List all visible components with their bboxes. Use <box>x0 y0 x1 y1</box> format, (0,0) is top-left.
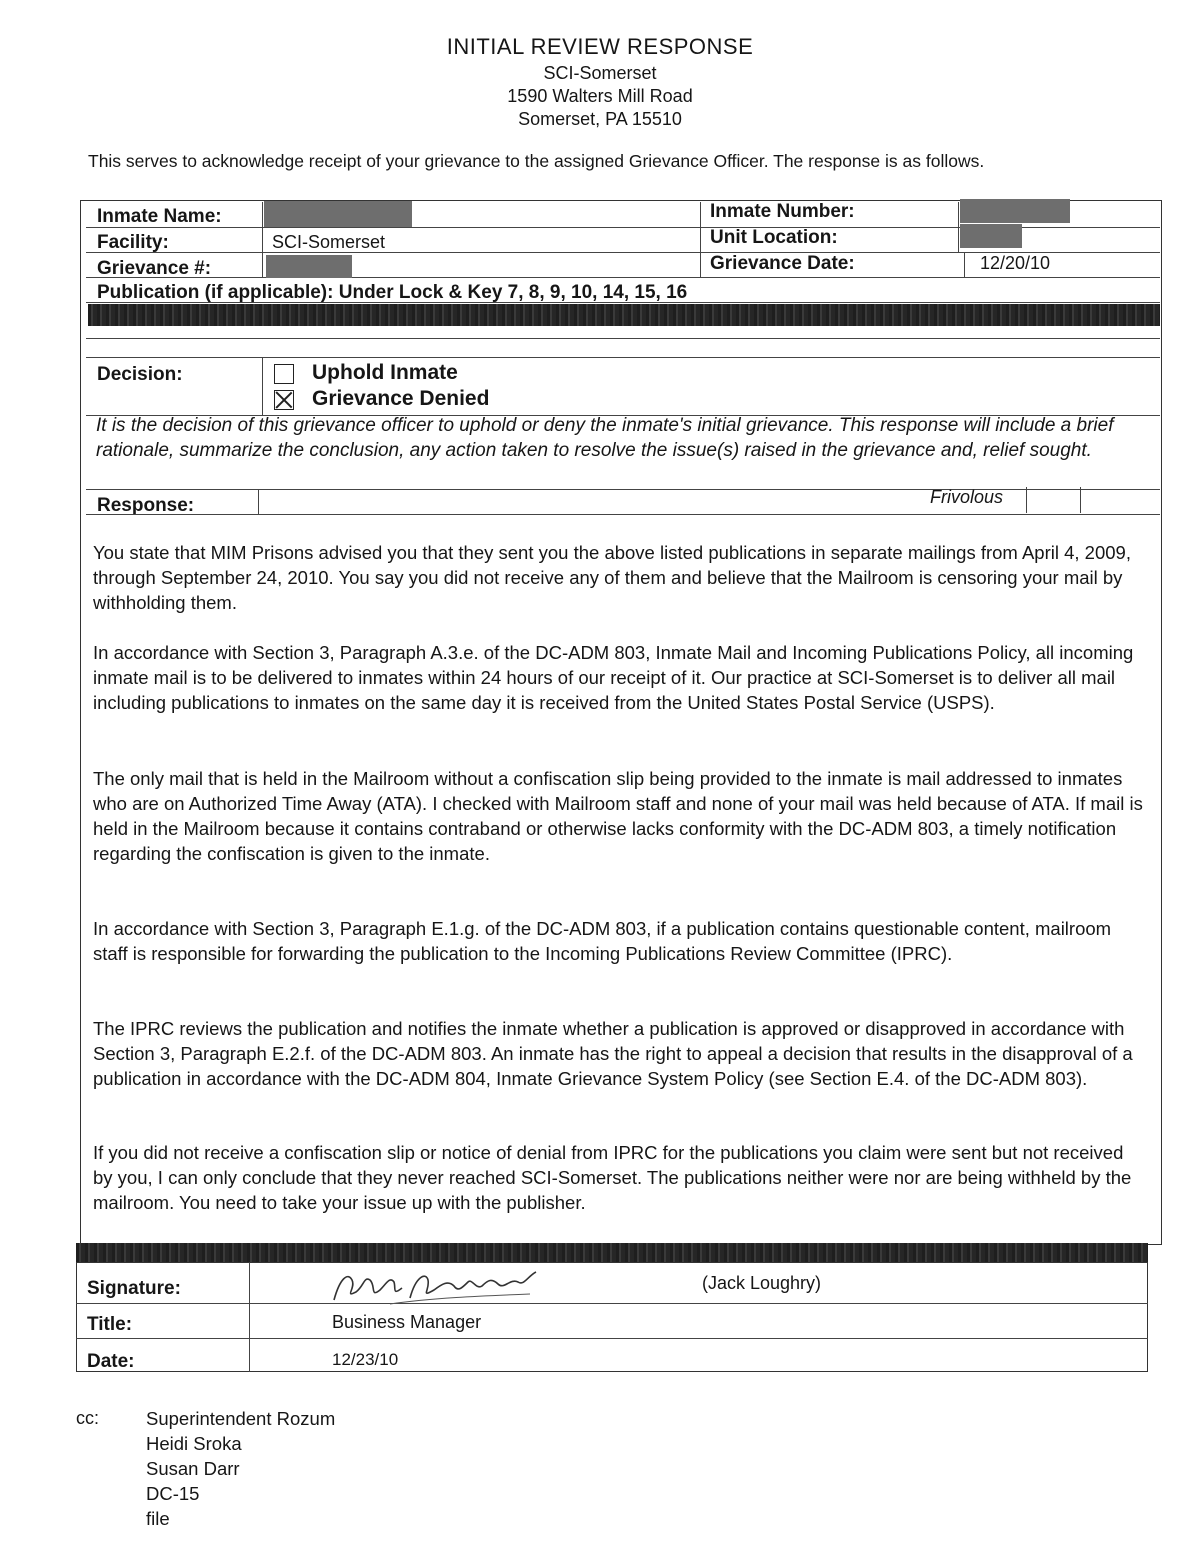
signature-row-divider <box>76 1338 1148 1339</box>
signature-row-divider <box>76 1303 1148 1304</box>
redacted-grievance-number <box>266 255 352 278</box>
cc-label: cc: <box>76 1408 100 1428</box>
section-divider <box>86 514 1160 515</box>
unit-location-label: Unit Location: <box>710 227 838 248</box>
title-value: Business Manager <box>332 1312 482 1332</box>
response-column-divider <box>258 489 259 515</box>
organization-name: SCI-Somerset <box>543 63 657 83</box>
info-column-divider <box>964 252 965 277</box>
inmate-number-label: Inmate Number: <box>710 201 855 222</box>
facility-value: SCI-Somerset <box>272 232 386 252</box>
response-paragraph: The IPRC reviews the publication and notifies the inmate whether a publication is approved or disapproved in accordance with Section 3, Paragraph E.2.f. of the DC-ADM 803. An inmate has the right to appeal a decision that results in the disapproval of a publication in accordance with the DC-ADM 804, Inmate Grievance System Policy (see Section E.4. of the DC-ADM 803). <box>93 1018 1133 1089</box>
date-label: Date: <box>87 1351 135 1372</box>
publication-label: Publication (if applicable): Under Lock & Key 7, 8, 9, 10, 14, 15, 16 <box>97 282 688 303</box>
grievance-date-value: 12/20/10 <box>980 253 1051 273</box>
signature-column-divider <box>249 1262 250 1372</box>
facility-label: Facility: <box>97 232 169 253</box>
decision-instruction: It is the decision of this grievance officer to uphold or deny the inmate's initial grievance. This response will include a brief rationale, summarize the conclusion, any action taken to resolve the issue(s) raised in the grievance and, relief sought. <box>96 415 1114 461</box>
grievance-number-label: Grievance #: <box>97 258 212 279</box>
response-paragraph: In accordance with Section 3, Paragraph A.3.e. of the DC-ADM 803, Inmate Mail and Incoming Publications Policy, all incoming inmate mail is to be delivered to inmates within 24 hours of our receipt of it. Our practice at SCI-Somerset is to deliver all mail including publications to inmates on the same day it is received from the United States Postal Service (USPS). <box>93 642 1134 713</box>
redacted-unit-location <box>960 224 1022 248</box>
handwritten-signature <box>330 1268 545 1308</box>
intro-text: This serves to acknowledge receipt of your grievance to the assigned Grievance Officer. The response is as follows. <box>88 151 985 171</box>
address-line-1: 1590 Walters Mill Road <box>507 86 693 106</box>
signature-label: Signature: <box>87 1278 181 1299</box>
cc-recipient: DC-15 <box>146 1483 200 1504</box>
info-column-divider <box>700 202 701 277</box>
signature-block-frame <box>76 1262 1148 1372</box>
frivolous-marker: Frivolous <box>930 487 1004 507</box>
cc-recipient: Susan Darr <box>146 1458 240 1479</box>
date-value: 12/23/10 <box>332 1350 399 1369</box>
cc-recipient: Superintendent Rozum <box>146 1408 336 1429</box>
separator-bar <box>88 304 1160 326</box>
cc-recipient-list <box>146 1406 335 1531</box>
cc-recipient: Heidi Sroka <box>146 1433 242 1454</box>
response-column-divider <box>1026 487 1027 513</box>
section-divider <box>86 357 1160 358</box>
response-paragraph: In accordance with Section 3, Paragraph E.1.g. of the DC-ADM 803, if a publication contains questionable content, mailroom staff is responsible for forwarding the publication to the Incoming Publications Review Committee (IPRC). <box>93 918 1112 964</box>
inmate-name-label: Inmate Name: <box>97 206 222 227</box>
response-paragraph: If you did not receive a confiscation slip or notice of denial from IPRC for the publications you claim were sent but not received by you, I can only conclude that they never reached SCI-Somerset. The publications neither were nor are being withheld by the mailroom. You need to take your issue up with the publisher. <box>93 1142 1132 1213</box>
address-line-2: Somerset, PA 15510 <box>518 109 682 129</box>
decision-column-divider <box>262 357 263 415</box>
title-label: Title: <box>87 1314 133 1335</box>
signer-printed-name: (Jack Loughry) <box>702 1273 822 1293</box>
info-row-divider <box>86 277 1160 278</box>
response-label: Response: <box>97 495 195 516</box>
decision-label: Decision: <box>97 364 183 385</box>
separator-bar <box>76 1243 1148 1263</box>
redacted-inmate-number <box>960 199 1070 223</box>
uphold-inmate-label: Uphold Inmate <box>312 361 458 384</box>
redacted-inmate-name <box>264 201 412 227</box>
info-column-divider <box>262 202 263 277</box>
info-column-divider <box>958 202 959 252</box>
grievance-date-label: Grievance Date: <box>710 253 855 274</box>
section-divider <box>86 338 1160 339</box>
document-title: INITIAL REVIEW RESPONSE <box>446 34 754 59</box>
response-column-divider <box>1080 487 1081 513</box>
cc-recipient: file <box>146 1508 170 1529</box>
response-paragraph: You state that MIM Prisons advised you that they sent you the above listed publications in separate mailings from April 4, 2009, through September 24, 2010. You say you did not receive any of them and believe that the Mailroom is censoring your mail by withholding them. <box>93 542 1131 613</box>
response-paragraph: The only mail that is held in the Mailroom without a confiscation slip being provided to the inmate is mail addressed to inmates who are on Authorized Time Away (ATA). I checked with Mailroom staff and none of your mail was held because of ATA. If mail is held in the Mailroom because it contains contraband or otherwise lacks conformity with the DC-ADM 803, a timely notification regarding the confiscation is given to the inmate. <box>93 768 1143 864</box>
grievance-denied-label: Grievance Denied <box>312 387 490 410</box>
uphold-inmate-checkbox[interactable] <box>274 364 294 384</box>
grievance-denied-checkbox[interactable] <box>274 390 294 410</box>
